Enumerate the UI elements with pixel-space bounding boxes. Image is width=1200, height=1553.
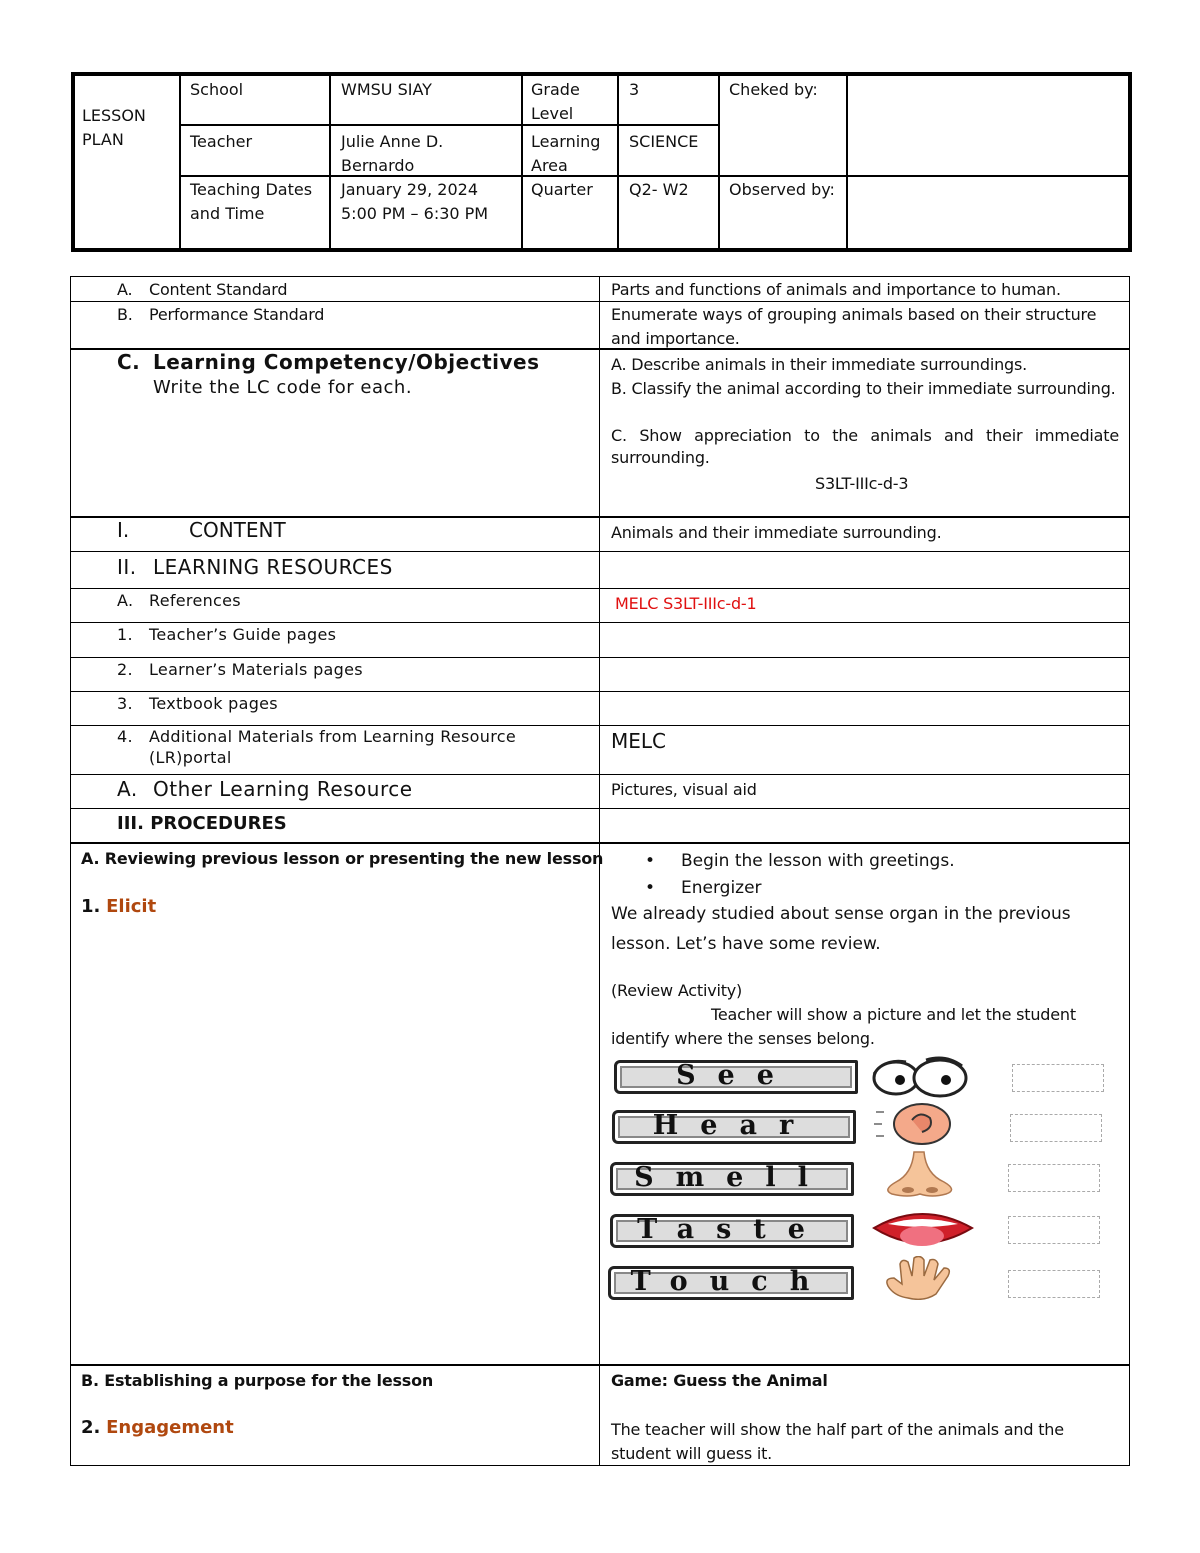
content-standard-value: Parts and functions of animals and importance to human. [611,280,1061,299]
competency-sub: Write the LC code for each. [153,377,413,398]
elicit-step: 1. Elicit [81,896,157,917]
game-text: The teacher will show the half part of the animals and the student will guess it. [611,1420,1064,1463]
quarter-label: Quarter [531,180,593,199]
lesson-plan-header-table [71,72,1132,252]
quarter-value: Q2- W2 [629,180,689,199]
game-title: Game: Guess the Animal [611,1371,828,1390]
lesson-plan-title: LESSON PLAN [82,106,146,149]
review-text: We already studied about sense organ in the previous lesson. Let’s have some review. [611,904,1071,954]
answer-box[interactable] [1012,1064,1104,1092]
list-item: • Energizer [645,878,762,898]
sense-word-hear: Hear [612,1110,856,1144]
references-label: A. References [117,591,241,610]
objective-b: B. Classify the animal according to their immediate surrounding. [611,379,1116,398]
lc-code: S3LT-IIIc-d-3 [815,474,909,493]
observed-by-label: Observed by: [729,180,835,199]
procedures-heading: III. PROCEDURES [117,813,287,834]
bullet-list [645,848,955,902]
teacher-value: Julie Anne D. Bernardo [341,132,444,175]
engagement-step: 2. Engagement [81,1417,234,1438]
additional-materials-label: 4. Additional Materials from Learning Resource (LR)portal [117,727,516,767]
answer-box[interactable] [1008,1164,1100,1192]
eyes-icon [866,1054,970,1098]
nose-icon [878,1150,960,1198]
competency-label: C. Learning Competency/Objectives [117,350,540,374]
answer-box[interactable] [1008,1216,1100,1244]
sense-word-touch: Touch [608,1266,854,1300]
additional-materials-value: MELC [611,729,666,753]
hand-icon [880,1256,960,1300]
objective-a: A. Describe animals in their immediate surroundings. [611,355,1027,374]
learning-area-value: SCIENCE [629,132,699,151]
review-instruction: Teacher will show a picture and let the student identify where the senses belong. [611,1005,1076,1048]
other-resource-label: A. Other Learning Resource [117,777,413,801]
performance-standard-value: Enumerate ways of grouping animals based on their structure and importance. [611,305,1097,348]
school-label: School [190,80,244,99]
content-value: Animals and their immediate surrounding. [611,523,942,542]
sense-word-smell: Smell [610,1162,854,1196]
objective-c: C. Show appreciation to the animals and their immediate surrounding. [611,426,1119,467]
other-resource-value: Pictures, visual aid [611,780,757,799]
performance-standard-label: B. Performance Standard [117,305,325,324]
teaching-dates-value: January 29, 2024 5:00 PM – 6:30 PM [341,180,489,223]
review-activity-label: (Review Activity) [611,981,743,1000]
textbook-pages-label: 3. Textbook pages [117,694,278,713]
teaching-dates-label: Teaching Dates and Time [190,180,313,223]
sense-word-taste: Taste [610,1214,854,1248]
content-standard-label: A. Content Standard [117,280,288,299]
sense-word-see: See [614,1060,858,1094]
teacher-label: Teacher [190,132,253,151]
checked-by-label: Cheked by: [729,80,818,99]
review-label: A. Reviewing previous lesson or presenting the new lesson [81,849,604,868]
references-value: MELC S3LT-IIIc-d-1 [615,594,757,613]
content-heading: I. CONTENT [117,518,286,542]
answer-box[interactable] [1010,1114,1102,1142]
teachers-guide-label: 1. Teacher’s Guide pages [117,625,337,644]
list-item: • Begin the lesson with greetings. [645,851,955,871]
answer-box[interactable] [1008,1270,1100,1298]
grade-label: Grade Level [531,80,580,123]
grade-value: 3 [629,80,640,99]
learning-resources-heading: II. LEARNING RESOURCES [117,555,393,579]
purpose-label: B. Establishing a purpose for the lesson [81,1371,434,1390]
learners-materials-label: 2. Learner’s Materials pages [117,660,363,679]
mouth-icon [870,1206,976,1250]
ear-icon [872,1102,956,1146]
school-value: WMSU SIAY [341,80,432,99]
learning-area-label: Learning Area [531,132,601,175]
